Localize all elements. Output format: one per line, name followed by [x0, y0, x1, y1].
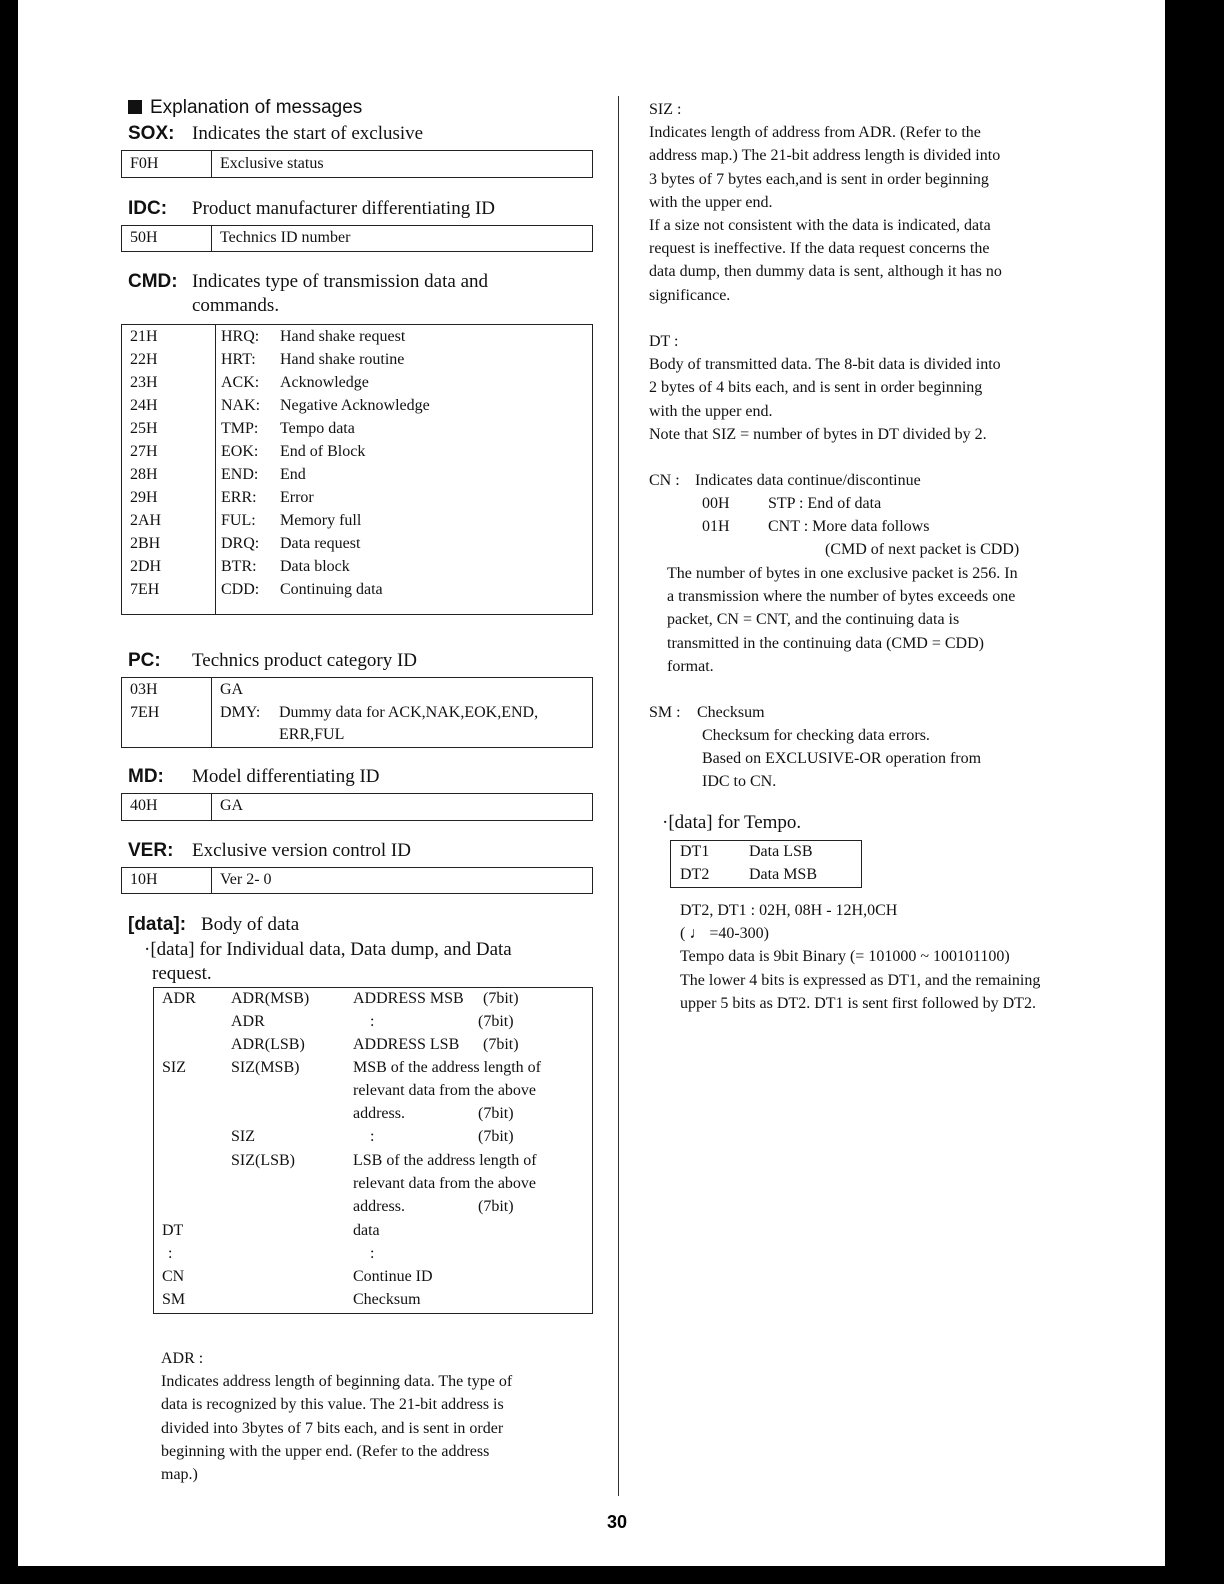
cmd-heading: [128, 271, 178, 293]
pc-label: PC:: [128, 650, 161, 671]
cn-stp-text: STP : End of data: [768, 495, 882, 512]
tempo-dt2: DT2: [680, 866, 710, 883]
ver-value: Ver 2- 0: [220, 871, 272, 888]
cn-note-line: a transmission where the number of bytes exceeds one: [667, 588, 1016, 606]
cmd-abbr: DRQ:: [221, 535, 260, 552]
data-table: [153, 987, 593, 1314]
cn-note-heading: CN :: [649, 472, 680, 489]
siz-note-line: If a size not consistent with the data is indicated, data: [649, 217, 991, 235]
cmd-name: End: [280, 466, 306, 483]
siz-note-heading: SIZ :: [649, 101, 682, 118]
cmd-code: 21H: [130, 328, 158, 345]
data-table-cell: data: [353, 1222, 380, 1239]
data-table-cell: relevant data from the above: [353, 1082, 537, 1099]
data-table-cell: SIZ: [231, 1128, 255, 1145]
cmd-abbr: NAK:: [221, 397, 261, 414]
data-table-cell: ADR(LSB): [231, 1036, 305, 1053]
pc-value: Dummy data for ACK,NAK,EOK,END,: [279, 704, 539, 721]
dt-note-line: Body of transmitted data. The 8-bit data is divided into: [649, 356, 1001, 374]
pc-code: 7EH: [130, 704, 160, 721]
cmd-code: 28H: [130, 466, 158, 483]
data-table-cell: relevant data from the above: [353, 1175, 537, 1192]
dt-note-line: with the upper end.: [649, 402, 773, 420]
cmd-code: 2BH: [130, 535, 161, 552]
siz-note-line: address map.) The 21-bit address length is divided into: [649, 147, 1001, 165]
cmd-name: Continuing data: [280, 581, 383, 598]
cn-note-desc: Indicates data continue/discontinue: [695, 472, 921, 489]
siz-note-line: Indicates length of address from ADR. (Refer to the: [649, 124, 981, 142]
cmd-abbr: HRT:: [221, 351, 256, 368]
cmd-abbr: TMP:: [221, 420, 259, 437]
cmd-abbr: EOK:: [221, 443, 259, 460]
dt-note-line: 2 bytes of 4 bits each, and is sent in order beginning: [649, 379, 983, 397]
idc-heading: [128, 198, 167, 220]
siz-note-line: 3 bytes of 7 bytes each,and is sent in order beginning: [649, 170, 989, 188]
tempo-dt2-desc: Data MSB: [749, 866, 817, 883]
sm-note-line: Checksum for checking data errors.: [702, 727, 930, 744]
idc-label: IDC:: [128, 198, 168, 219]
cmd-abbr: END:: [221, 466, 259, 483]
sm-note-line: Based on EXCLUSIVE-OR operation from: [702, 750, 982, 768]
data-table-cell: MSB of the address length of: [353, 1059, 541, 1076]
siz-note-line: with the upper end.: [649, 193, 773, 211]
idc-code: 50H: [130, 229, 158, 246]
ver-desc: Exclusive version control ID: [192, 840, 411, 861]
cn-cnt-text: CNT : More data follows: [768, 518, 930, 535]
cmd-abbr: BTR:: [221, 558, 257, 575]
tempo-note-line: ( ♩ =40-300): [680, 925, 770, 943]
data-table-cell: address.: [353, 1198, 405, 1215]
cmd-code: 24H: [130, 397, 158, 414]
ver-heading: [128, 840, 173, 862]
cmd-code: 27H: [130, 443, 158, 460]
pc-code: 03H: [130, 681, 158, 698]
data-table-cell: DT: [162, 1222, 184, 1239]
sm-note-line: IDC to CN.: [702, 773, 777, 791]
tempo-dt1-desc: Data LSB: [749, 843, 813, 860]
data-table-cell: address.: [353, 1105, 405, 1122]
cn-note-body: [667, 562, 1018, 678]
sox-heading: [128, 123, 174, 145]
idc-value: Technics ID number: [220, 229, 351, 246]
cmd-abbr: FUL:: [221, 512, 256, 529]
data-table-cell: (7bit): [478, 1198, 514, 1215]
cmd-desc-line2: commands.: [192, 295, 280, 316]
data-table-cell: Checksum: [353, 1291, 421, 1308]
square-bullet-icon: [128, 100, 142, 114]
data-table-cell: SIZ(MSB): [231, 1059, 300, 1076]
data-label: [data]:: [128, 914, 187, 935]
data-sub-line2: request.: [152, 963, 212, 984]
cmd-name: Error: [280, 489, 314, 506]
data-desc: Body of data: [201, 914, 300, 935]
md-label: MD:: [128, 766, 164, 787]
adr-note-line: divided into 3bytes of 7 bits each, and is sent in order: [161, 1419, 504, 1437]
cn-note-line: transmitted in the continuing data (CMD = CDD): [667, 634, 984, 652]
adr-note-line: data is recognized by this value. The 21-bit address is: [161, 1396, 504, 1414]
data-table-cell: (7bit): [483, 990, 519, 1007]
cmd-code: 25H: [130, 420, 158, 437]
tempo-table: [670, 840, 862, 888]
cmd-name: Hand shake routine: [280, 351, 405, 368]
data-table-cell: ADDRESS MSB: [353, 990, 464, 1007]
data-table-cell: Continue ID: [353, 1268, 433, 1285]
data-table-cell: ADR: [162, 990, 196, 1007]
cmd-abbr: CDD:: [221, 581, 260, 598]
sox-value: Exclusive status: [220, 155, 324, 172]
tempo-note-line: The lower 4 bits is expressed as DT1, and the remaining: [680, 971, 1041, 989]
cn-note-line: format.: [667, 657, 714, 675]
pc-abbr: DMY:: [220, 704, 261, 721]
sm-note-desc: Checksum: [697, 704, 765, 721]
siz-note-line: request is ineffective. If the data request concerns the: [649, 240, 990, 258]
column-divider: [618, 96, 619, 1496]
pc-table: [121, 677, 593, 748]
data-table-cell: :: [370, 1128, 375, 1145]
data-table-cell: :: [168, 1245, 173, 1262]
cmd-name: Tempo data: [280, 420, 355, 437]
sox-table: [121, 150, 593, 178]
data-sub-line1: ·[data] for Individual data, Data dump, and Data: [144, 939, 512, 960]
cmd-name: Data request: [280, 535, 361, 552]
pc-heading: [128, 650, 161, 672]
md-heading: [128, 766, 164, 788]
cmd-label: CMD:: [128, 271, 178, 292]
tempo-note-line: Tempo data is 9bit Binary (= 101000 ~ 100101100): [680, 948, 1010, 966]
cmd-abbr: ERR:: [221, 489, 257, 506]
cn-stp-code: 00H: [702, 495, 730, 512]
cmd-abbr: HRQ:: [221, 328, 260, 345]
cmd-name: Hand shake request: [280, 328, 406, 345]
pc-value: ERR,FUL: [279, 726, 345, 743]
adr-note: [161, 1347, 512, 1486]
sox-code: F0H: [130, 155, 159, 172]
md-code: 40H: [130, 797, 158, 814]
cn-note-line: The number of bytes in one exclusive packet is 256. In: [667, 565, 1018, 582]
data-table-cell: :: [370, 1013, 375, 1030]
idc-table: [121, 225, 593, 252]
cmd-code: 22H: [130, 351, 158, 368]
cmd-name: End of Block: [280, 443, 366, 460]
ver-label: VER:: [128, 840, 174, 861]
cn-cnt-code: 01H: [702, 518, 730, 535]
manual-page: [18, 0, 1165, 1566]
data-table-cell: (7bit): [478, 1013, 514, 1030]
data-heading: [128, 914, 186, 936]
data-table-cell: SIZ(LSB): [231, 1152, 295, 1169]
data-table-cell: (7bit): [478, 1105, 514, 1122]
tempo-heading: ·[data] for Tempo.: [662, 812, 802, 833]
cmd-desc-line1: Indicates type of transmission data and: [192, 271, 489, 292]
cmd-code: 2DH: [130, 558, 162, 575]
cmd-name: Memory full: [280, 512, 362, 529]
data-table-cell: SIZ: [162, 1059, 186, 1076]
data-table-cell: SM: [162, 1291, 186, 1308]
sm-note-body: [702, 724, 981, 794]
dt-note: [649, 330, 1001, 446]
tempo-note-body: [680, 899, 1040, 1015]
tempo-note-line: DT2, DT1 : 02H, 08H - 12H,0CH: [680, 902, 898, 919]
cmd-code: 2AH: [130, 512, 162, 529]
cmd-name: Negative Acknowledge: [280, 397, 430, 414]
cmd-abbr: ACK:: [221, 374, 260, 391]
md-table: [121, 793, 593, 821]
sox-label: SOX:: [128, 123, 175, 144]
adr-note-line: beginning with the upper end. (Refer to the address: [161, 1442, 490, 1460]
data-table-cell: (7bit): [483, 1036, 519, 1053]
data-table-cell: CN: [162, 1268, 185, 1285]
sox-desc: Indicates the start of exclusive: [192, 123, 424, 144]
section-title: [128, 97, 362, 119]
idc-desc: Product manufacturer differentiating ID: [192, 198, 496, 219]
md-value: GA: [220, 797, 244, 814]
cmd-table: [121, 324, 593, 615]
data-table-cell: ADR(MSB): [231, 990, 310, 1007]
ver-table: [121, 867, 593, 894]
siz-note-line: significance.: [649, 286, 731, 304]
adr-note-line: map.): [161, 1466, 198, 1484]
dt-note-line: Note that SIZ = number of bytes in DT divided by 2.: [649, 425, 987, 443]
siz-note: [649, 98, 1002, 307]
sm-note-heading: SM :: [649, 704, 681, 721]
adr-note-line: Indicates address length of beginning data. The type of: [161, 1373, 513, 1391]
ver-code: 10H: [130, 871, 158, 888]
data-table-cell: LSB of the address length of: [353, 1152, 537, 1169]
data-table-cell: ADR: [231, 1013, 265, 1030]
cmd-code: 23H: [130, 374, 158, 391]
cmd-name: Acknowledge: [280, 374, 369, 391]
pc-value: GA: [220, 681, 244, 698]
dt-note-heading: DT :: [649, 333, 679, 350]
data-table-cell: ADDRESS LSB: [353, 1036, 460, 1053]
section-title-text: Explanation of messages: [150, 97, 363, 118]
siz-note-line: data dump, then dummy data is sent, although it has no: [649, 263, 1002, 281]
data-table-cell: (7bit): [478, 1128, 514, 1145]
cmd-code: 29H: [130, 489, 158, 506]
cn-cnt-note: (CMD of next packet is CDD): [825, 541, 1020, 558]
data-table-cell: :: [370, 1245, 375, 1262]
page-number: 30: [607, 1512, 628, 1532]
cn-note-line: packet, CN = CNT, and the continuing data is: [667, 611, 960, 629]
cmd-name: Data block: [280, 558, 350, 575]
md-desc: Model differentiating ID: [192, 766, 380, 787]
tempo-note-line: upper 5 bits as DT2. DT1 is sent first followed by DT2.: [680, 994, 1036, 1012]
cmd-code: 7EH: [130, 581, 160, 598]
adr-note-heading: ADR :: [161, 1350, 204, 1367]
tempo-dt1: DT1: [680, 843, 710, 860]
pc-desc: Technics product category ID: [192, 650, 417, 671]
